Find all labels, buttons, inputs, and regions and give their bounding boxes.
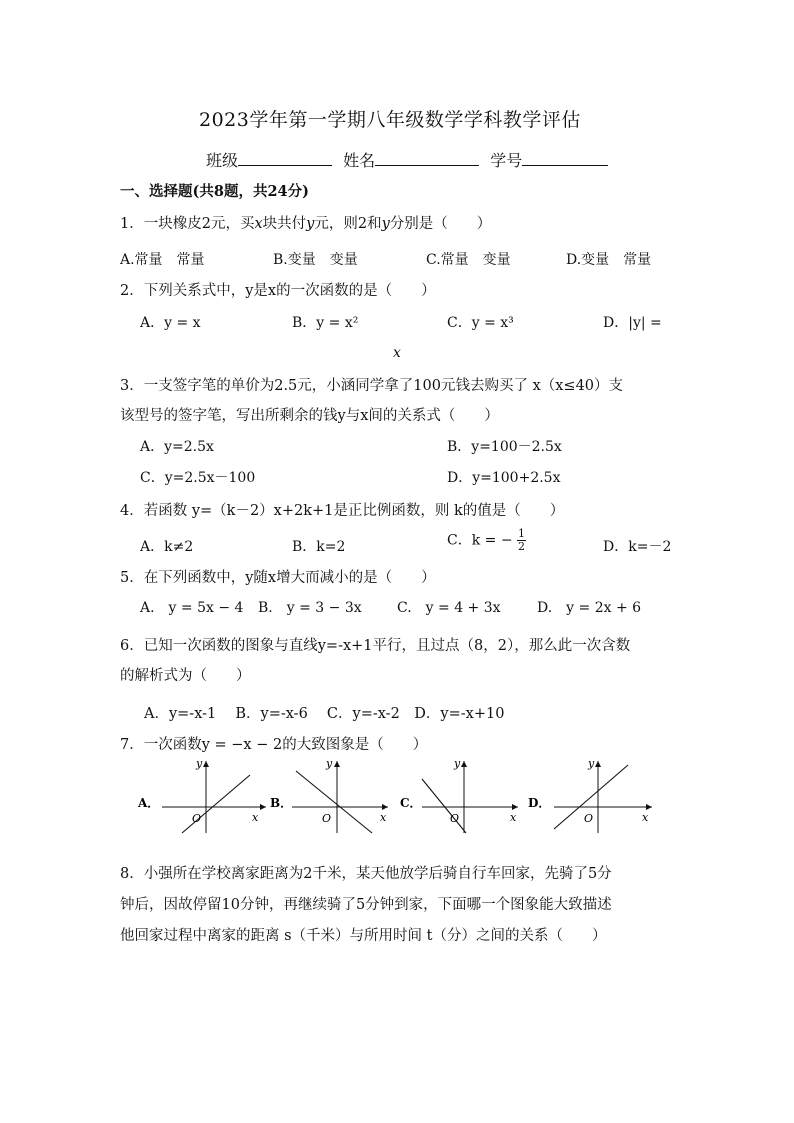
q1-option-d[interactable]: D.变量 常量: [566, 252, 652, 268]
q4-option-c[interactable]: [447, 528, 526, 553]
question-7: 7．一次函数y = −x − 2的大致图象是（ ）: [120, 737, 428, 753]
q4-option-b[interactable]: B．k=2: [292, 539, 346, 555]
q5-option-b[interactable]: B. y = 3 − 3x: [258, 600, 362, 616]
class-label: 班级: [206, 151, 239, 170]
q1-var-y-2: y: [381, 216, 390, 232]
q7-graph-b[interactable]: [270, 757, 388, 833]
q1-var-y: y: [306, 216, 315, 232]
q2-option-d[interactable]: D．|y| =: [603, 315, 662, 331]
q6-options[interactable]: A．y=-x-1 B．y=-x-6 C．y=-x-2 D．y=-x+10: [144, 706, 505, 722]
q5-option-c[interactable]: C. y = 4 + 3x: [397, 600, 501, 616]
q3-option-a[interactable]: A．y=2.5x: [140, 439, 214, 455]
question-8-line-2: 钟后，因故停留10分钟，再继续骑了5分钟到家，下面哪一个图象能大致描述: [120, 897, 612, 913]
name-label: 姓名: [343, 151, 376, 170]
q7-graph-b-label: B．: [270, 796, 293, 810]
q2-option-b[interactable]: B．y = x²: [292, 315, 359, 331]
q7-graph-c-y-label: y: [454, 757, 461, 770]
q3-option-c[interactable]: C．y=2.5x－100: [140, 470, 256, 486]
q1-option-a[interactable]: A.常量 常量: [120, 252, 205, 268]
name-field[interactable]: [375, 151, 479, 166]
q1-var-x: x: [254, 216, 263, 232]
q3-option-b[interactable]: B．y=100－2.5x: [447, 439, 562, 455]
q7-graph-a-y-label: y: [196, 757, 203, 770]
q7-graph-a-x-label: x: [252, 811, 259, 824]
q4-option-a[interactable]: A．k≠2: [140, 539, 194, 555]
q7-graph-a-origin: O: [192, 812, 202, 825]
q4-fraction: [517, 528, 526, 553]
question-8-line-1: 8．小强所在学校离家距离为2千米，某天他放学后骑自行车回家，先骑了5分: [120, 866, 612, 882]
q7-graph-d-label: D．: [528, 796, 551, 810]
q3-option-d[interactable]: D．y=100+2.5x: [447, 470, 561, 486]
q2-option-d-wrap: x: [393, 345, 401, 361]
q1-stem-b: 块共付: [262, 216, 307, 232]
q4-frac-den: 2: [518, 540, 526, 553]
q7-graph-a[interactable]: [137, 757, 266, 833]
id-field[interactable]: [522, 151, 608, 166]
q1-stem-a: 1．一块橡皮2元，买: [120, 216, 255, 232]
q4-frac-num: 1: [518, 527, 526, 540]
question-2: 2．下列关系式中，y是x的一次函数的是（ ）: [120, 283, 436, 299]
q7-graphs: [130, 755, 670, 835]
question-3-line-2: 该型号的签字笔，写出所剩余的钱y与x间的关系式（ ）: [120, 408, 499, 424]
question-6-line-2: 的解析式为（ ）: [120, 668, 251, 684]
question-3-line-1: 3．一支签字笔的单价为2.5元，小涵同学拿了100元钱去购买了 x（x≤40）支: [120, 378, 624, 394]
q7-graph-b-origin: O: [322, 812, 332, 825]
q7-graph-d-y-label: y: [588, 757, 595, 770]
q7-graph-b-y-label: y: [326, 757, 333, 770]
q5-option-d[interactable]: D. y = 2x + 6: [537, 600, 642, 616]
q1-option-b[interactable]: B.变量 变量: [273, 252, 358, 268]
q7-graph-c[interactable]: [400, 757, 518, 833]
q2-option-c[interactable]: C．y = x³: [447, 315, 514, 331]
q7-graph-d-x-label: x: [642, 811, 649, 824]
q2-option-a[interactable]: A．y = x: [140, 315, 201, 331]
q7-graph-d-origin: O: [584, 812, 594, 825]
question-8-line-3: 他回家过程中离家的距离 s（千米）与所用时间 t（分）之间的关系（ ）: [120, 928, 607, 944]
q7-graph-c-label: C．: [400, 796, 422, 810]
question-6-line-1: 6．已知一次函数的图象与直线y=-x+1平行，且过点（8，2），那么此一次含数: [120, 638, 631, 654]
q1-stem-d: 分别是（ ）: [389, 216, 492, 232]
q7-graph-c-line: [422, 779, 466, 833]
q1-option-c[interactable]: C.常量 变量: [426, 252, 511, 268]
question-1: [120, 212, 491, 233]
section-heading: 一、选择题(共8题，共24分): [120, 183, 309, 200]
question-5: 5．在下列函数中，y随x增大而减小的是（ ）: [120, 570, 436, 586]
q4-option-d[interactable]: D．k=－2: [603, 539, 672, 555]
student-info: [206, 148, 608, 171]
class-field[interactable]: [238, 151, 332, 166]
q5-option-a[interactable]: A. y = 5x − 4: [140, 600, 244, 616]
q7-graph-c-origin: O: [450, 812, 460, 825]
q1-stem-c: 元，则2和: [314, 216, 382, 232]
q7-graph-a-label: A．: [138, 796, 160, 810]
q7-graph-c-x-label: x: [510, 811, 517, 824]
q7-graph-d[interactable]: [528, 757, 652, 833]
page-title: 2023学年第一学期八年级数学学科教学评估: [199, 109, 581, 131]
id-label: 学号: [490, 151, 523, 170]
q7-graph-b-line: [296, 771, 372, 833]
question-4: 4．若函数 y=（k－2）x+2k+1是正比例函数，则 k的值是（ ）: [120, 503, 565, 519]
q7-graph-b-x-label: x: [380, 811, 387, 824]
q4-option-c-text: C．k = −: [447, 532, 513, 549]
